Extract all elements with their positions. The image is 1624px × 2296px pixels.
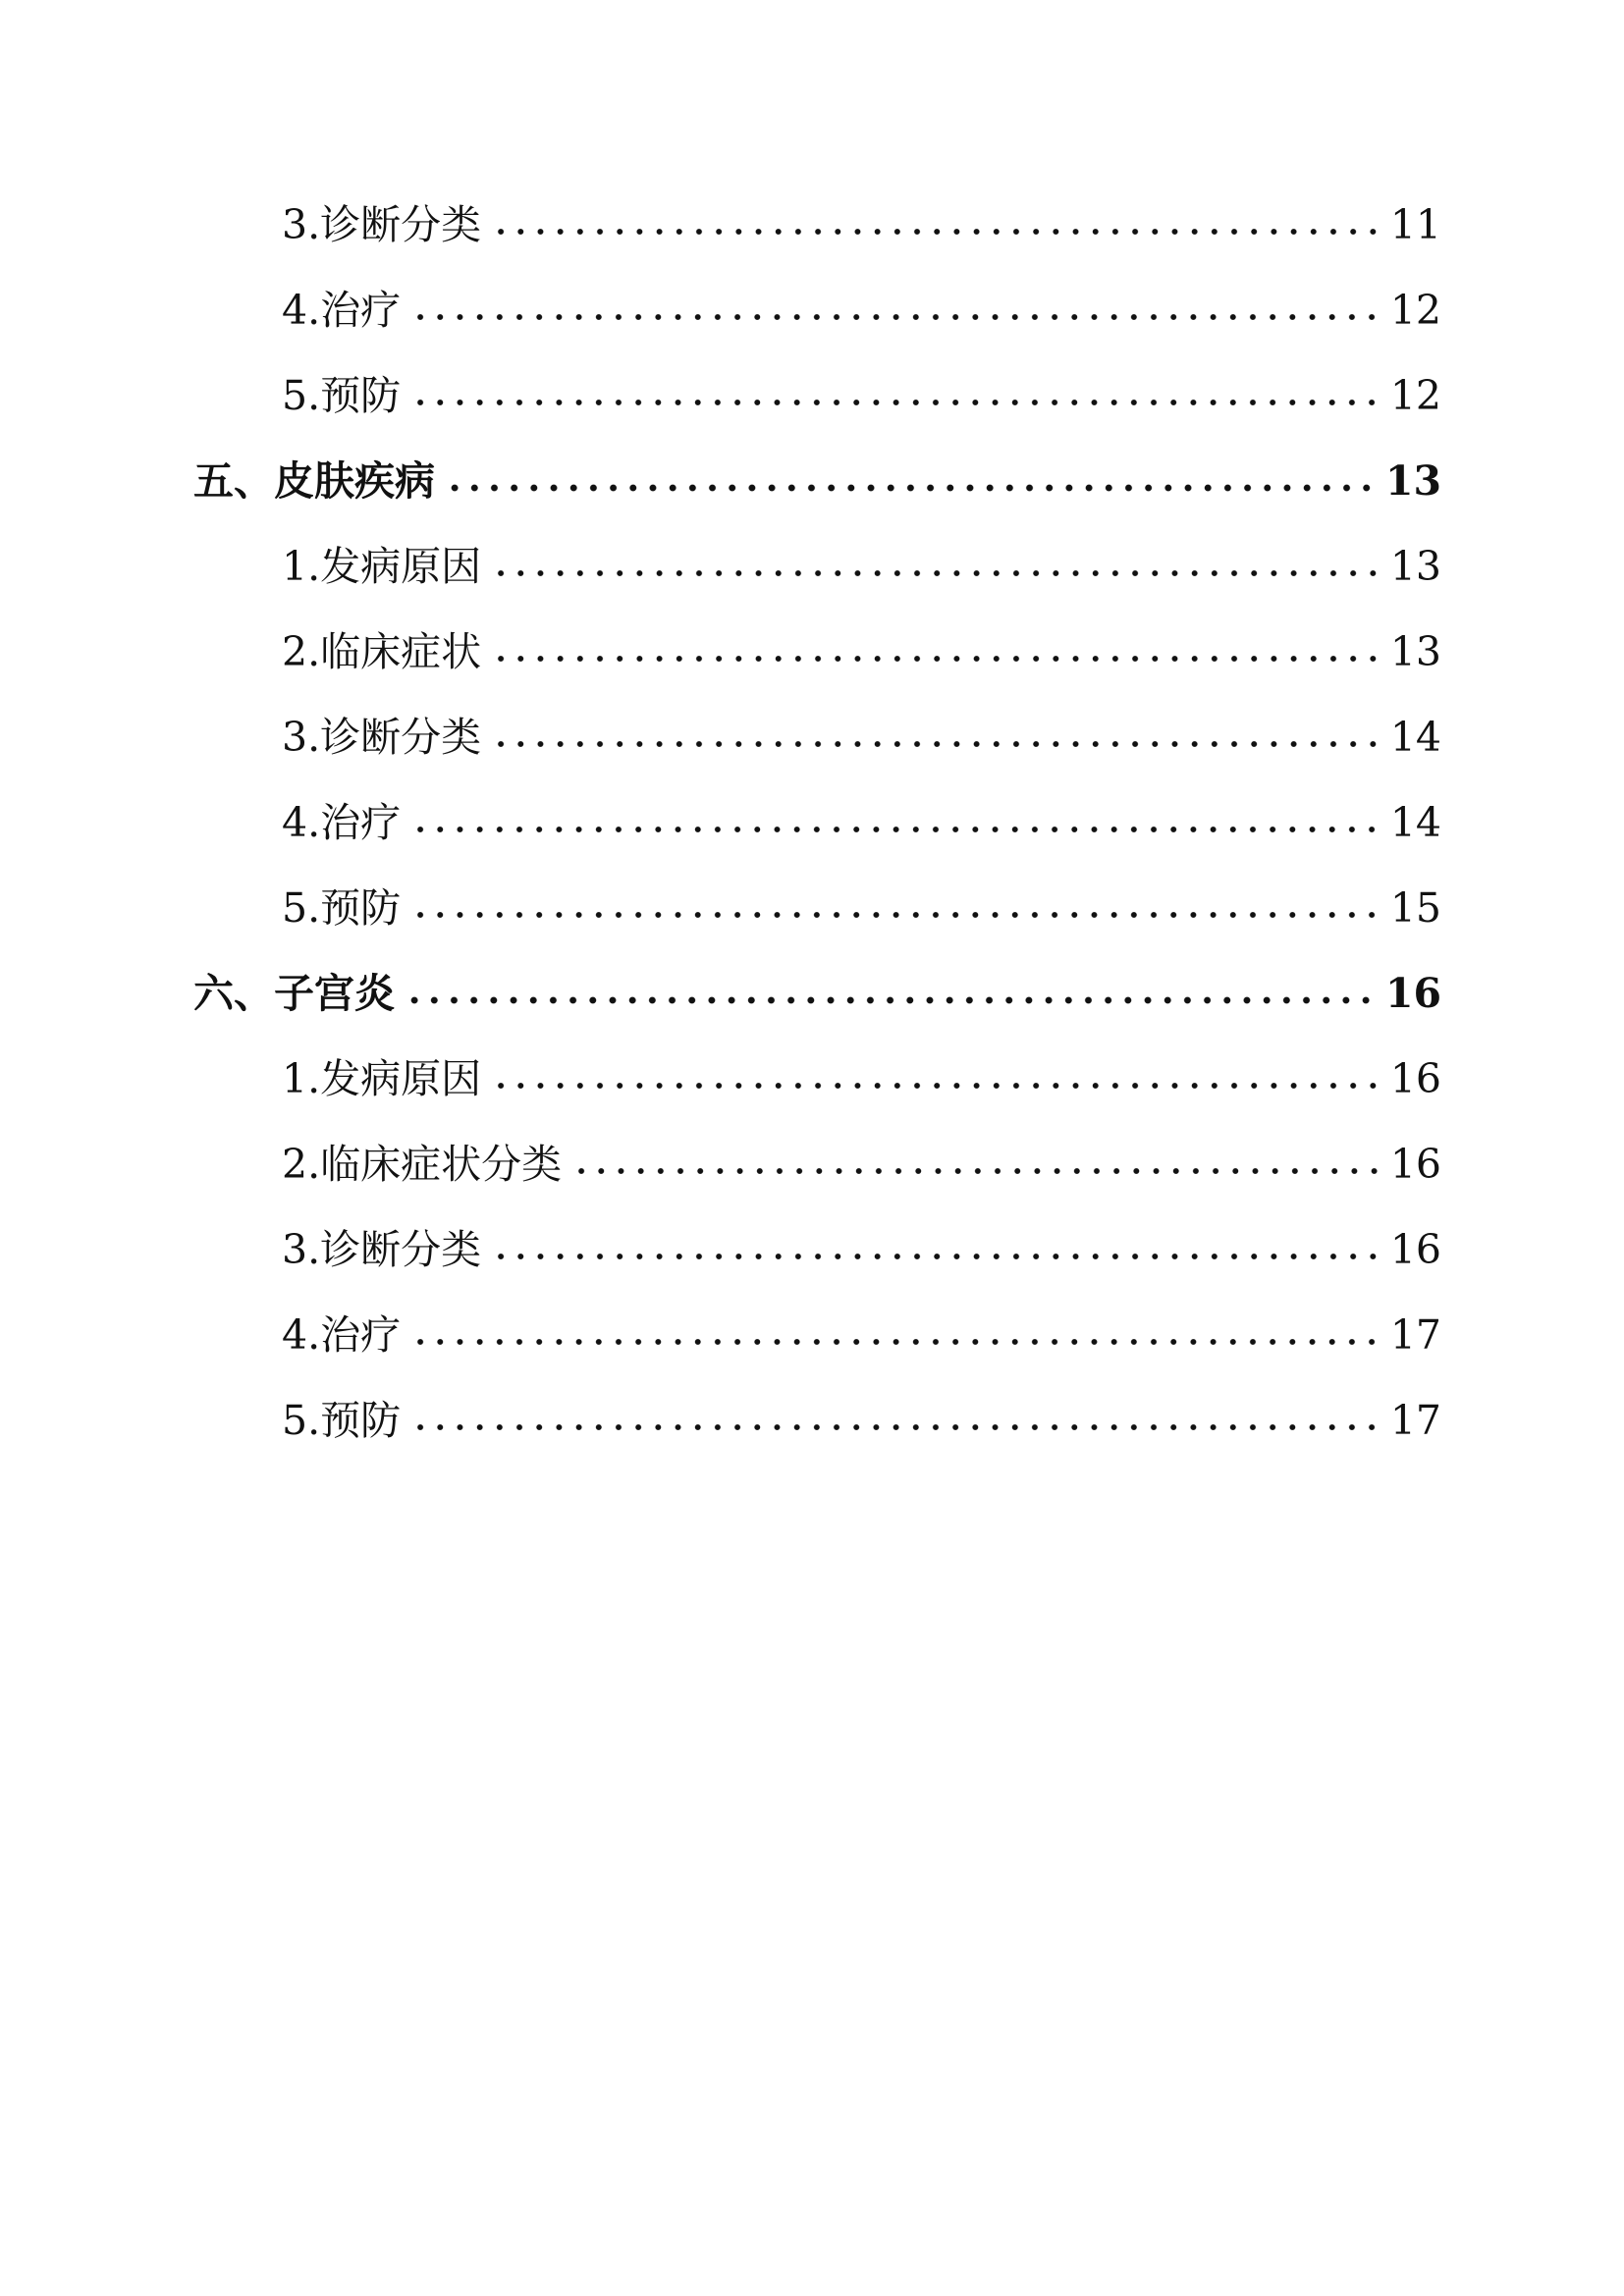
toc-entry-page-number: 12 xyxy=(1389,372,1441,419)
toc-entry-title: 5.预防 xyxy=(282,1397,402,1444)
dot-leader xyxy=(445,481,1376,495)
toc-entry[interactable] xyxy=(282,281,1441,340)
toc-chapter-title: 五、皮肤疾病 xyxy=(193,457,435,505)
dot-leader xyxy=(410,396,1380,409)
toc-entry-page-number: 14 xyxy=(1389,714,1441,761)
dot-leader xyxy=(491,225,1380,239)
toc-entry[interactable] xyxy=(282,622,1441,681)
toc-entry-page-number: 17 xyxy=(1389,1397,1441,1444)
dot-leader xyxy=(410,908,1380,922)
dot-leader xyxy=(491,1079,1380,1093)
toc-chapter-page-number: 16 xyxy=(1384,970,1441,1017)
dot-leader xyxy=(491,652,1380,666)
toc-entry[interactable] xyxy=(282,708,1441,767)
toc-entry-page-number: 16 xyxy=(1389,1226,1441,1273)
toc-entry-title: 5.预防 xyxy=(282,372,402,419)
toc-entry-page-number: 13 xyxy=(1389,628,1441,675)
toc-entry[interactable] xyxy=(282,537,1441,596)
toc-entry-title: 4.治疗 xyxy=(282,1311,402,1359)
toc-entry-title: 1.发病原因 xyxy=(282,1055,482,1102)
toc-chapter-title: 六、子宫炎 xyxy=(193,970,395,1017)
toc-entry-title: 3.诊断分类 xyxy=(282,201,482,248)
toc-entry-title: 3.诊断分类 xyxy=(282,1226,482,1273)
dot-leader xyxy=(571,1164,1380,1178)
toc-entry[interactable] xyxy=(282,1391,1441,1450)
toc-entry-title: 1.发病原因 xyxy=(282,543,482,590)
toc-entry-title: 2.临床症状 xyxy=(282,628,482,675)
dot-leader xyxy=(405,993,1376,1007)
toc-entry[interactable] xyxy=(282,1220,1441,1279)
toc-entry[interactable] xyxy=(282,1049,1441,1108)
toc-chapter-entry[interactable] xyxy=(193,964,1441,1023)
toc-entry[interactable] xyxy=(282,366,1441,425)
toc-entry-page-number: 11 xyxy=(1389,201,1441,248)
toc-entry-page-number: 16 xyxy=(1389,1141,1441,1188)
toc-entry-page-number: 14 xyxy=(1389,799,1441,846)
dot-leader xyxy=(410,1420,1380,1434)
toc-entry-page-number: 13 xyxy=(1389,543,1441,590)
toc-entry-title: 3.诊断分类 xyxy=(282,714,482,761)
toc-entry[interactable] xyxy=(282,1135,1441,1194)
toc-chapter-page-number: 13 xyxy=(1384,457,1441,505)
dot-leader xyxy=(410,1335,1380,1349)
toc-entry-page-number: 16 xyxy=(1389,1055,1441,1102)
toc-entry-page-number: 15 xyxy=(1389,884,1441,932)
toc-entry-page-number: 17 xyxy=(1389,1311,1441,1359)
dot-leader xyxy=(410,310,1380,324)
toc-chapter-entry[interactable] xyxy=(193,452,1441,510)
toc-entry-page-number: 12 xyxy=(1389,287,1441,334)
toc-entry[interactable] xyxy=(282,1306,1441,1364)
toc-entry-title: 4.治疗 xyxy=(282,799,402,846)
dot-leader xyxy=(491,1250,1380,1263)
dot-leader xyxy=(491,737,1380,751)
dot-leader xyxy=(491,566,1380,580)
toc-entry-title: 4.治疗 xyxy=(282,287,402,334)
toc-entry-title: 5.预防 xyxy=(282,884,402,932)
dot-leader xyxy=(410,823,1380,836)
toc-entry[interactable] xyxy=(282,793,1441,852)
toc-entry-title: 2.临床症状分类 xyxy=(282,1141,563,1188)
toc-entry[interactable] xyxy=(282,879,1441,937)
toc-entry[interactable] xyxy=(282,195,1441,254)
